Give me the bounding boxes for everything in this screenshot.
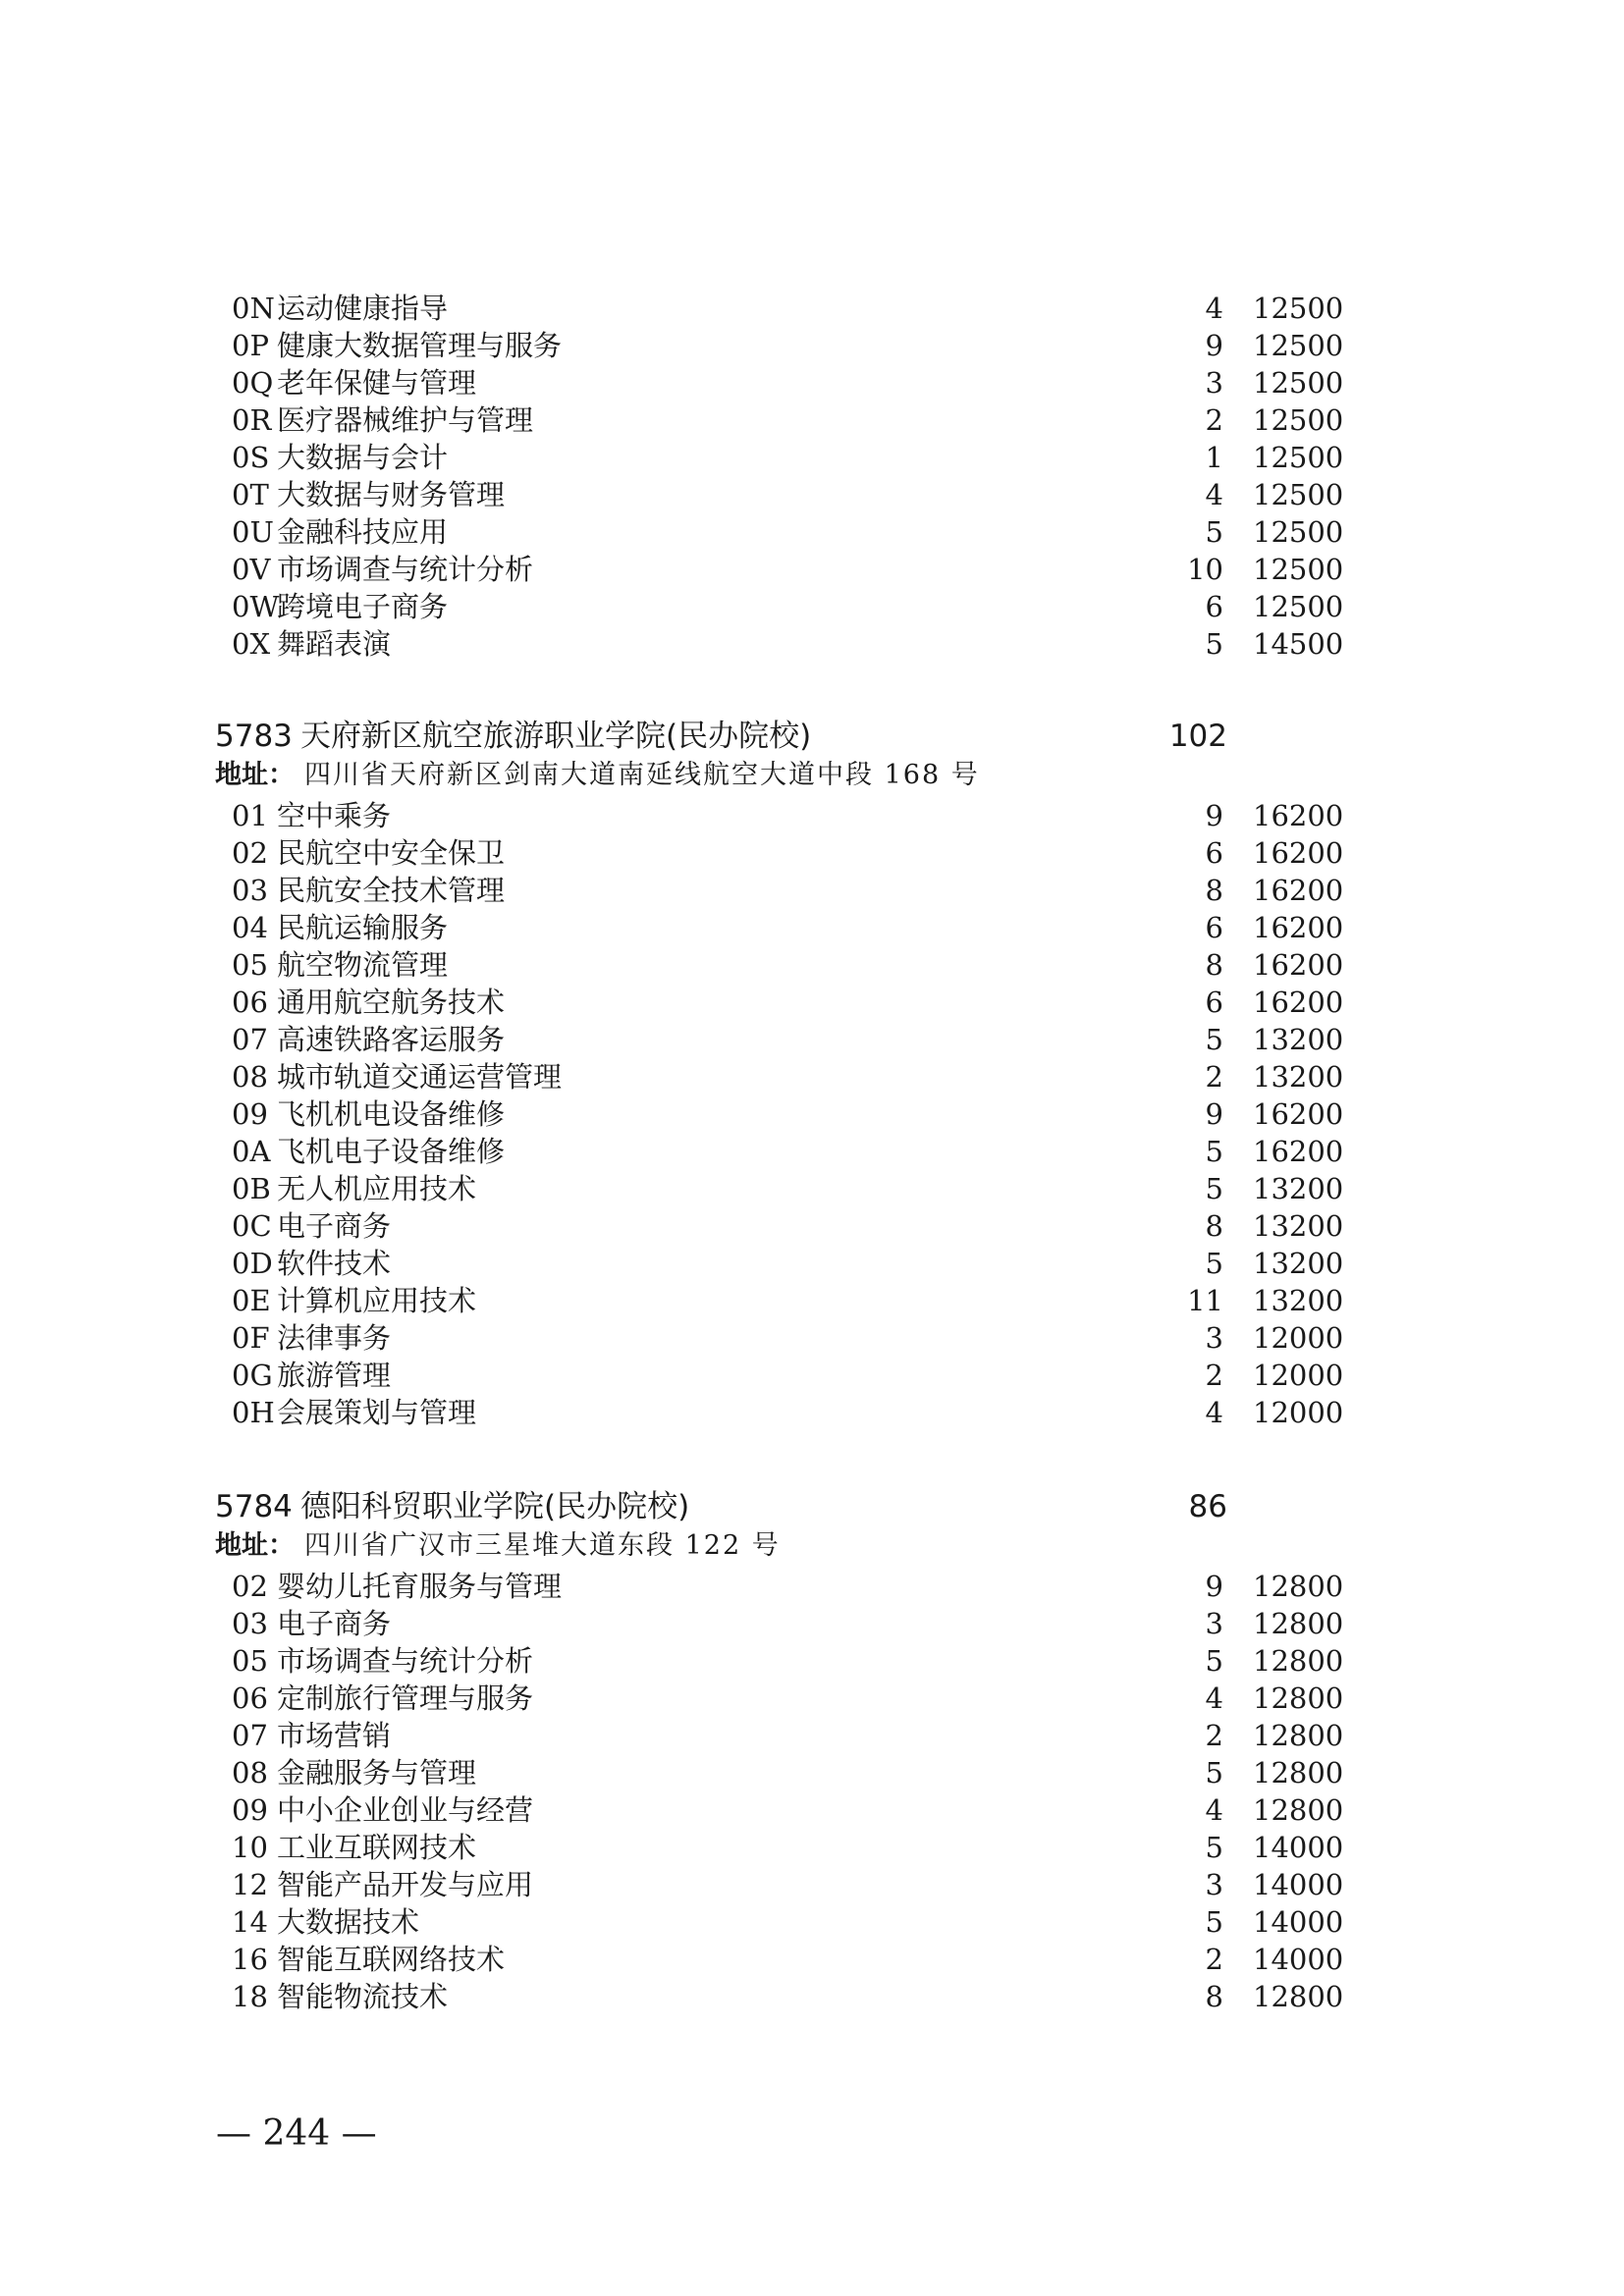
major-row xyxy=(0,1245,1624,1282)
major-row xyxy=(0,1058,1624,1095)
major-plan-count: 5 xyxy=(1205,1135,1223,1168)
major-row xyxy=(0,625,1624,663)
major-code: 07 xyxy=(232,1023,268,1056)
institution-section xyxy=(0,715,1624,1427)
major-plan-count: 5 xyxy=(1205,1172,1223,1205)
major-row xyxy=(0,1903,1624,1941)
major-code: 08 xyxy=(232,1060,268,1094)
major-row xyxy=(0,513,1624,551)
major-tuition-fee: 12800 xyxy=(1253,1793,1344,1827)
major-row xyxy=(0,1394,1624,1431)
major-row xyxy=(0,476,1624,513)
major-name: 市场调查与统计分析 xyxy=(277,553,534,586)
address-label: 地址： xyxy=(215,760,295,790)
major-row xyxy=(0,1754,1624,1791)
major-plan-count: 3 xyxy=(1205,1868,1223,1901)
major-tuition-fee: 12000 xyxy=(1253,1359,1344,1392)
major-plan-count: 8 xyxy=(1205,1980,1223,2013)
major-name: 工业互联网技术 xyxy=(277,1831,477,1864)
major-name: 市场营销 xyxy=(277,1719,392,1752)
major-tuition-fee: 13200 xyxy=(1253,1247,1344,1280)
major-code: 0N xyxy=(232,292,275,325)
major-code: 0R xyxy=(232,403,272,437)
major-code: 0S xyxy=(232,441,270,474)
major-code: 02 xyxy=(232,836,268,870)
major-tuition-fee: 13200 xyxy=(1253,1060,1344,1094)
major-plan-count: 8 xyxy=(1205,1209,1223,1243)
major-plan-count: 5 xyxy=(1205,1831,1223,1864)
major-code: 09 xyxy=(232,1097,268,1131)
major-name: 大数据与财务管理 xyxy=(277,478,506,511)
major-name: 城市轨道交通运营管理 xyxy=(277,1060,563,1094)
major-name: 智能产品开发与应用 xyxy=(277,1868,534,1901)
continued-major-list xyxy=(0,290,1624,663)
major-name: 老年保健与管理 xyxy=(277,366,477,400)
major-plan-count: 6 xyxy=(1205,911,1223,944)
major-plan-count: 1 xyxy=(1205,441,1223,474)
major-plan-count: 2 xyxy=(1205,1719,1223,1752)
major-list xyxy=(0,797,1624,1431)
major-tuition-fee: 16200 xyxy=(1253,874,1344,907)
major-row xyxy=(0,984,1624,1021)
major-tuition-fee: 12800 xyxy=(1253,1607,1344,1640)
major-name: 航空物流管理 xyxy=(277,948,449,982)
major-row xyxy=(0,1319,1624,1357)
major-name: 中小企业创业与经营 xyxy=(277,1793,534,1827)
major-name: 电子商务 xyxy=(277,1607,392,1640)
major-row xyxy=(0,1021,1624,1058)
major-plan-count: 5 xyxy=(1205,1644,1223,1678)
major-plan-count: 6 xyxy=(1205,836,1223,870)
major-code: 02 xyxy=(232,1570,268,1603)
major-name: 会展策划与管理 xyxy=(277,1396,477,1429)
major-code: 03 xyxy=(232,874,268,907)
major-row xyxy=(0,1717,1624,1754)
major-plan-count: 4 xyxy=(1205,292,1223,325)
major-row xyxy=(0,1941,1624,1978)
major-row xyxy=(0,1357,1624,1394)
major-name: 舞蹈表演 xyxy=(277,627,392,661)
major-plan-count: 5 xyxy=(1205,1023,1223,1056)
major-tuition-fee: 12500 xyxy=(1253,590,1344,623)
major-plan-count: 3 xyxy=(1205,366,1223,400)
major-plan-count: 5 xyxy=(1205,627,1223,661)
major-plan-count: 9 xyxy=(1205,1097,1223,1131)
major-name: 市场调查与统计分析 xyxy=(277,1644,534,1678)
major-plan-count: 5 xyxy=(1205,1247,1223,1280)
major-tuition-fee: 12500 xyxy=(1253,292,1344,325)
major-tuition-fee: 14000 xyxy=(1253,1943,1344,1976)
major-name: 大数据与会计 xyxy=(277,441,449,474)
major-tuition-fee: 12800 xyxy=(1253,1570,1344,1603)
major-tuition-fee: 12500 xyxy=(1253,478,1344,511)
major-plan-count: 6 xyxy=(1205,590,1223,623)
major-name: 智能互联网络技术 xyxy=(277,1943,506,1976)
major-code: 0X xyxy=(232,627,271,661)
page-number: — 244 — xyxy=(216,2113,377,2154)
major-plan-count: 8 xyxy=(1205,948,1223,982)
major-row xyxy=(0,439,1624,476)
major-plan-count: 10 xyxy=(1187,553,1223,586)
major-row xyxy=(0,1605,1624,1642)
major-plan-count: 2 xyxy=(1205,1060,1223,1094)
major-name: 法律事务 xyxy=(277,1321,392,1355)
major-code: 0T xyxy=(232,478,269,511)
major-code: 0F xyxy=(232,1321,270,1355)
major-plan-count: 5 xyxy=(1205,1756,1223,1789)
major-code: 08 xyxy=(232,1756,268,1789)
institution-code: 5783 xyxy=(215,719,293,754)
major-name: 通用航空航务技术 xyxy=(277,986,506,1019)
major-code: 0C xyxy=(232,1209,272,1243)
major-name: 民航运输服务 xyxy=(277,911,449,944)
major-tuition-fee: 13200 xyxy=(1253,1284,1344,1317)
major-row xyxy=(0,946,1624,984)
major-name: 飞机电子设备维修 xyxy=(277,1135,506,1168)
major-name: 金融科技应用 xyxy=(277,515,449,549)
major-plan-count: 5 xyxy=(1205,515,1223,549)
major-code: 0E xyxy=(232,1284,271,1317)
major-row xyxy=(0,588,1624,625)
major-code: 04 xyxy=(232,911,268,944)
major-plan-count: 11 xyxy=(1187,1284,1223,1317)
major-plan-count: 2 xyxy=(1205,1359,1223,1392)
major-tuition-fee: 16200 xyxy=(1253,1097,1344,1131)
major-tuition-fee: 12800 xyxy=(1253,1682,1344,1715)
institution-name: 天府新区航空旅游职业学院(民办院校) xyxy=(300,719,812,754)
major-row xyxy=(0,1680,1624,1717)
major-name: 旅游管理 xyxy=(277,1359,392,1392)
major-code: 05 xyxy=(232,948,268,982)
major-code: 0U xyxy=(232,515,274,549)
institution-total-plan: 86 xyxy=(1188,1489,1227,1524)
major-row xyxy=(0,1095,1624,1133)
major-tuition-fee: 13200 xyxy=(1253,1209,1344,1243)
major-name: 飞机机电设备维修 xyxy=(277,1097,506,1131)
major-row xyxy=(0,1642,1624,1680)
major-row xyxy=(0,1791,1624,1829)
major-code: 06 xyxy=(232,1682,268,1715)
major-name: 无人机应用技术 xyxy=(277,1172,477,1205)
major-row xyxy=(0,364,1624,401)
major-plan-count: 3 xyxy=(1205,1321,1223,1355)
major-name: 软件技术 xyxy=(277,1247,392,1280)
major-code: 03 xyxy=(232,1607,268,1640)
major-tuition-fee: 14000 xyxy=(1253,1831,1344,1864)
major-row xyxy=(0,1282,1624,1319)
major-code: 0A xyxy=(232,1135,271,1168)
major-tuition-fee: 16200 xyxy=(1253,986,1344,1019)
major-code: 0Q xyxy=(232,366,274,400)
major-row xyxy=(0,327,1624,364)
major-code: 09 xyxy=(232,1793,268,1827)
institution-total-plan: 102 xyxy=(1168,719,1227,754)
institution-header xyxy=(0,715,1624,758)
major-tuition-fee: 12000 xyxy=(1253,1396,1344,1429)
major-name: 定制旅行管理与服务 xyxy=(277,1682,534,1715)
major-code: 14 xyxy=(232,1905,268,1939)
major-row xyxy=(0,797,1624,834)
major-plan-count: 6 xyxy=(1205,986,1223,1019)
institution-header xyxy=(0,1485,1624,1528)
major-row xyxy=(0,551,1624,588)
major-tuition-fee: 12500 xyxy=(1253,553,1344,586)
major-row xyxy=(0,1207,1624,1245)
major-row xyxy=(0,401,1624,439)
major-code: 18 xyxy=(232,1980,268,2013)
major-row xyxy=(0,872,1624,909)
major-name: 健康大数据管理与服务 xyxy=(277,329,563,362)
major-tuition-fee: 12500 xyxy=(1253,366,1344,400)
major-code: 05 xyxy=(232,1644,268,1678)
major-tuition-fee: 12500 xyxy=(1253,329,1344,362)
major-name: 跨境电子商务 xyxy=(277,590,449,623)
address-text: 四川省天府新区剑南大道南延线航空大道中段 168 号 xyxy=(304,760,980,790)
major-tuition-fee: 12500 xyxy=(1253,403,1344,437)
major-code: 0B xyxy=(232,1172,271,1205)
major-tuition-fee: 12800 xyxy=(1253,1980,1344,2013)
major-tuition-fee: 16200 xyxy=(1253,799,1344,832)
major-code: 0V xyxy=(232,553,271,586)
major-code: 01 xyxy=(232,799,268,832)
major-name: 空中乘务 xyxy=(277,799,392,832)
major-plan-count: 9 xyxy=(1205,1570,1223,1603)
major-plan-count: 4 xyxy=(1205,1793,1223,1827)
institution-address xyxy=(0,1528,1624,1564)
major-row xyxy=(0,290,1624,327)
major-name: 计算机应用技术 xyxy=(277,1284,477,1317)
major-code: 10 xyxy=(232,1831,268,1864)
institution-address xyxy=(0,758,1624,793)
major-plan-count: 4 xyxy=(1205,1682,1223,1715)
major-name: 电子商务 xyxy=(277,1209,392,1243)
major-code: 0G xyxy=(232,1359,273,1392)
major-plan-count: 4 xyxy=(1205,478,1223,511)
major-row xyxy=(0,834,1624,872)
major-plan-count: 8 xyxy=(1205,874,1223,907)
major-row xyxy=(0,1866,1624,1903)
major-plan-count: 5 xyxy=(1205,1905,1223,1939)
major-plan-count: 4 xyxy=(1205,1396,1223,1429)
major-code: 06 xyxy=(232,986,268,1019)
major-plan-count: 2 xyxy=(1205,403,1223,437)
major-tuition-fee: 12000 xyxy=(1253,1321,1344,1355)
major-tuition-fee: 16200 xyxy=(1253,948,1344,982)
major-name: 运动健康指导 xyxy=(277,292,449,325)
major-name: 婴幼儿托育服务与管理 xyxy=(277,1570,563,1603)
major-row xyxy=(0,1170,1624,1207)
major-code: 0P xyxy=(232,329,269,362)
major-plan-count: 2 xyxy=(1205,1943,1223,1976)
major-code: 0H xyxy=(232,1396,275,1429)
major-name: 金融服务与管理 xyxy=(277,1756,477,1789)
major-tuition-fee: 12800 xyxy=(1253,1644,1344,1678)
major-plan-count: 9 xyxy=(1205,329,1223,362)
institution-section xyxy=(0,1485,1624,2011)
address-text: 四川省广汉市三星堆大道东段 122 号 xyxy=(304,1530,781,1561)
major-row xyxy=(0,1568,1624,1605)
major-tuition-fee: 16200 xyxy=(1253,1135,1344,1168)
major-name: 大数据技术 xyxy=(277,1905,420,1939)
major-code: 16 xyxy=(232,1943,268,1976)
major-tuition-fee: 12800 xyxy=(1253,1719,1344,1752)
major-name: 高速铁路客运服务 xyxy=(277,1023,506,1056)
major-tuition-fee: 16200 xyxy=(1253,911,1344,944)
major-tuition-fee: 12500 xyxy=(1253,515,1344,549)
major-plan-count: 3 xyxy=(1205,1607,1223,1640)
major-row xyxy=(0,909,1624,946)
major-tuition-fee: 14000 xyxy=(1253,1905,1344,1939)
major-name: 医疗器械维护与管理 xyxy=(277,403,534,437)
major-tuition-fee: 14000 xyxy=(1253,1868,1344,1901)
major-row xyxy=(0,1829,1624,1866)
major-tuition-fee: 12500 xyxy=(1253,441,1344,474)
major-tuition-fee: 13200 xyxy=(1253,1023,1344,1056)
major-row xyxy=(0,1978,1624,2015)
major-name: 智能物流技术 xyxy=(277,1980,449,2013)
major-code: 0W xyxy=(232,590,280,623)
major-list xyxy=(0,1568,1624,2015)
address-label: 地址： xyxy=(215,1530,295,1561)
major-tuition-fee: 13200 xyxy=(1253,1172,1344,1205)
major-tuition-fee: 16200 xyxy=(1253,836,1344,870)
major-tuition-fee: 12800 xyxy=(1253,1756,1344,1789)
major-plan-count: 9 xyxy=(1205,799,1223,832)
major-tuition-fee: 14500 xyxy=(1253,627,1344,661)
institution-code: 5784 xyxy=(215,1489,293,1524)
major-code: 0D xyxy=(232,1247,273,1280)
major-name: 民航空中安全保卫 xyxy=(277,836,506,870)
major-name: 民航安全技术管理 xyxy=(277,874,506,907)
major-row xyxy=(0,1133,1624,1170)
major-code: 12 xyxy=(232,1868,268,1901)
major-code: 07 xyxy=(232,1719,268,1752)
institution-name: 德阳科贸职业学院(民办院校) xyxy=(300,1489,690,1524)
